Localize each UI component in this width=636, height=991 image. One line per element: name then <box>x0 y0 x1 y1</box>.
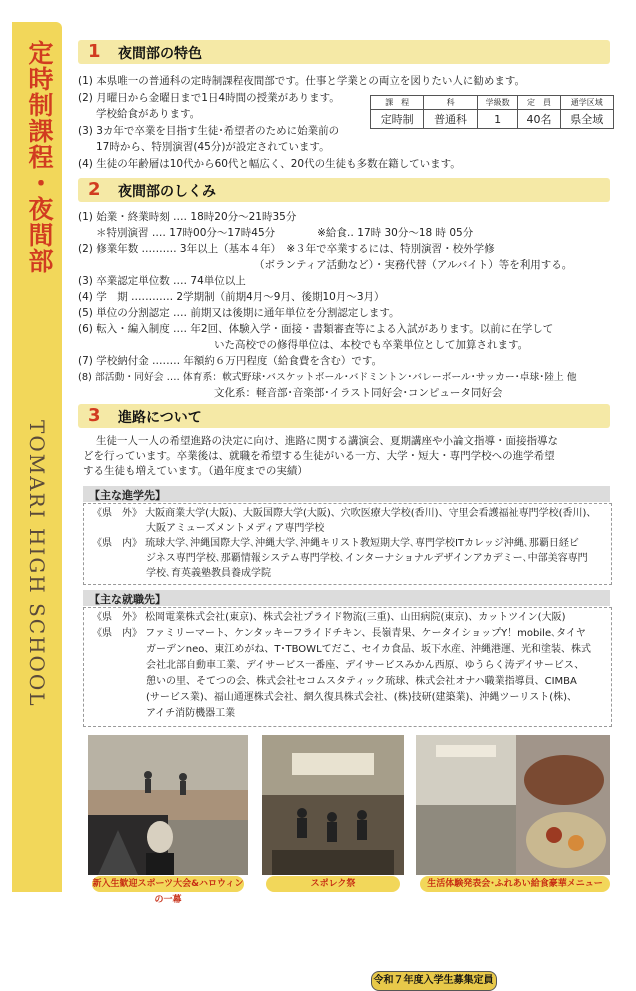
shushoku-line: 会社北部自動車工業、デイサービス一番座、デイサービスみかん西原、ゆうらく涛デイサービス、 <box>146 660 585 671</box>
s3-intro: どを行っています。卒業後は、就職を希望する生徒がいる一方、大学・短大・専門学校への進学希望 <box>83 450 555 462</box>
section-3-number: 3 <box>88 405 101 426</box>
s2-line: (7) 学校納付金 ‥‥‥‥ 年額約６万円程度（給食費を含む）です。 <box>78 355 383 367</box>
photo-sporec <box>262 735 404 875</box>
shushoku-label: 【主な就職先】 <box>89 593 166 606</box>
shushoku-line: 《県 外》 松岡電業株式会社(東京)、株式会社プライド物流(三重)、山田病院(東京)、カットツイン(大阪) <box>92 612 566 623</box>
table-cell: 40名 <box>518 110 560 129</box>
section-1-header <box>78 40 610 64</box>
shushoku-line: (サービス業)、福山通運株式会社、網久復具株式会社、(株)技研(建築業)、沖縄ツーリスト(株)、 <box>146 692 578 703</box>
photo-sports-halloween <box>88 735 248 875</box>
s1-line: (3) 3カ年で卒業を目指す生徒･希望者のために始業前の <box>78 125 340 137</box>
section-2-number: 2 <box>88 179 101 200</box>
s2-line: (6) 転入・編入制度 ‥‥ 年2回、体験入学・面接・書類審査等による入試があります。以前に在学して <box>78 323 554 335</box>
table-cell: 定時制 <box>371 110 424 129</box>
section-2-header <box>78 178 610 202</box>
s1-line: 学校給食があります。 <box>96 108 201 120</box>
table-header: 学級数 <box>477 96 518 110</box>
shushoku-line: ガーデンneo、東江めがね、T･TBOWLてだこ、セイカ食品、坂下水産、沖縄港運、光和塗装、株式 <box>146 644 592 655</box>
s1-line: (1) 本県唯一の普通科の定時制課程夜間部です。仕事と学業との両立を図りたい人に勧めます。 <box>78 75 526 87</box>
shingaku-label-bar <box>83 486 610 502</box>
s2-line: (4) 学 期 ‥‥‥‥‥‥ 2学期制（前期4月～9月、後期10月～3月） <box>78 291 385 303</box>
s2-line: (8) 部活動・同好会 ‥‥ 体育系：軟式野球･バスケットボール･バドミントン･バレーボール･サッカー･卓球･陸上 他 <box>78 372 577 383</box>
s2-line: (3) 卒業認定単位数 ‥‥ 74単位以上 <box>78 275 246 287</box>
section-3-title: 進路について <box>118 410 202 426</box>
shushoku-line: 《県 内》 ファミリーマート、ケンタッキーフライドチキン、長嶺青果、ケータイショップY！mobile､タイヤ <box>92 628 586 639</box>
sidebar-title-jp: 定時制課程・夜間部 <box>25 40 54 274</box>
photo-caption: 生活体験発表会･ふれあい給食豪華メニュー <box>420 876 610 892</box>
sidebar-title-en: TOMARI HIGH SCHOOL <box>25 420 49 708</box>
shingaku-line: 学校､育英義塾教員養成学院 <box>146 568 271 579</box>
s3-intro: する生徒も増えています。（過年度までの実績） <box>83 465 308 477</box>
shingaku-line: 大阪アミューズメントメディア専門学校 <box>146 523 325 534</box>
table-header: 通学区域 <box>560 96 613 110</box>
table-header: 課 程 <box>371 96 424 110</box>
s1-line: 17時から、特別演習(45分)が設定されています。 <box>96 141 330 153</box>
photo-lunch <box>416 735 610 875</box>
photo-caption: スポレク祭 <box>266 876 400 892</box>
shushoku-line: 憩いの里、そてつの会、株式会社セコムスタティック琉球、株式会社オナハ職業指導員、CIMBA <box>146 676 577 687</box>
s2-line: いた高校での修得単位は、本校でも卒業単位として加算されます。 <box>214 339 529 351</box>
photo-caption: 新入生歓迎スポーツ大会&ハロウィンの一幕 <box>92 876 244 892</box>
s2-line: （ボランティア活動など）・実務代替（アルバイト）等を利用する。 <box>254 259 573 271</box>
shingaku-line: 《県 外》 大阪商業大学(大阪)、大阪国際大学(大阪)、穴吹医療大学校(香川)、守里会看護福祉専門学校(香川)、 <box>92 508 597 519</box>
section-1-number: 1 <box>88 41 101 62</box>
shingaku-line: ジネス専門学校､那覇情報システム専門学校､インターナショナルデザインアカデミー､中部美容専門 <box>146 553 588 564</box>
shingaku-label: 【主な進学先】 <box>89 489 166 502</box>
s2-line: 文化系：軽音部･音楽部･イラスト同好会･コンピュータ同好会 <box>214 387 503 399</box>
s1-line: (4) 生徒の年齢層は10代から60代と幅広く、20代の生徒も多数在籍しています。 <box>78 158 461 170</box>
table-header: 科 <box>424 96 477 110</box>
shingaku-line: 《県 内》 琉球大学､沖縄国際大学､沖縄大学､沖縄キリスト教短期大学､専門学校ITカレッジ沖縄､那覇日経ビ <box>92 538 579 549</box>
s1-line: (2) 月曜日から金曜日まで1日4時間の授業があります。 <box>78 92 340 104</box>
table-cell: 1 <box>477 110 518 129</box>
table-cell: 県全域 <box>560 110 613 129</box>
s2-line: (1) 始業・終業時刻 ‥‥ 18時20分～21時35分 <box>78 211 297 223</box>
s2-line: (2) 修業年数 ‥‥‥‥‥ 3年以上（基本４年） ※３年で卒業するには、特別演習・校外学修 <box>78 243 495 255</box>
table-header: 定 員 <box>518 96 560 110</box>
s2-line: ＊特別演習 ‥‥ 17時00分～17時45分 ※給食‥ 17時 30分～18 時 05分 <box>96 227 474 239</box>
shushoku-label-bar <box>83 590 610 606</box>
section-2-title: 夜間部のしくみ <box>118 184 216 200</box>
s3-intro: 生徒一人一人の希望進路の決定に向け、進路に関する講演会、夏期講座や小論文指導・面接指導な <box>96 435 558 447</box>
recruitment-caption: 令和７年度入学生募集定員 <box>371 971 497 991</box>
s2-line: (5) 単位の分割認定 ‥‥ 前期又は後期に通年単位を分割認定します。 <box>78 307 400 319</box>
section-1-title: 夜間部の特色 <box>118 46 202 62</box>
shushoku-line: アイチ消防機器工業 <box>146 708 236 719</box>
table-cell: 普通科 <box>424 110 477 129</box>
section-3-header <box>78 404 610 428</box>
